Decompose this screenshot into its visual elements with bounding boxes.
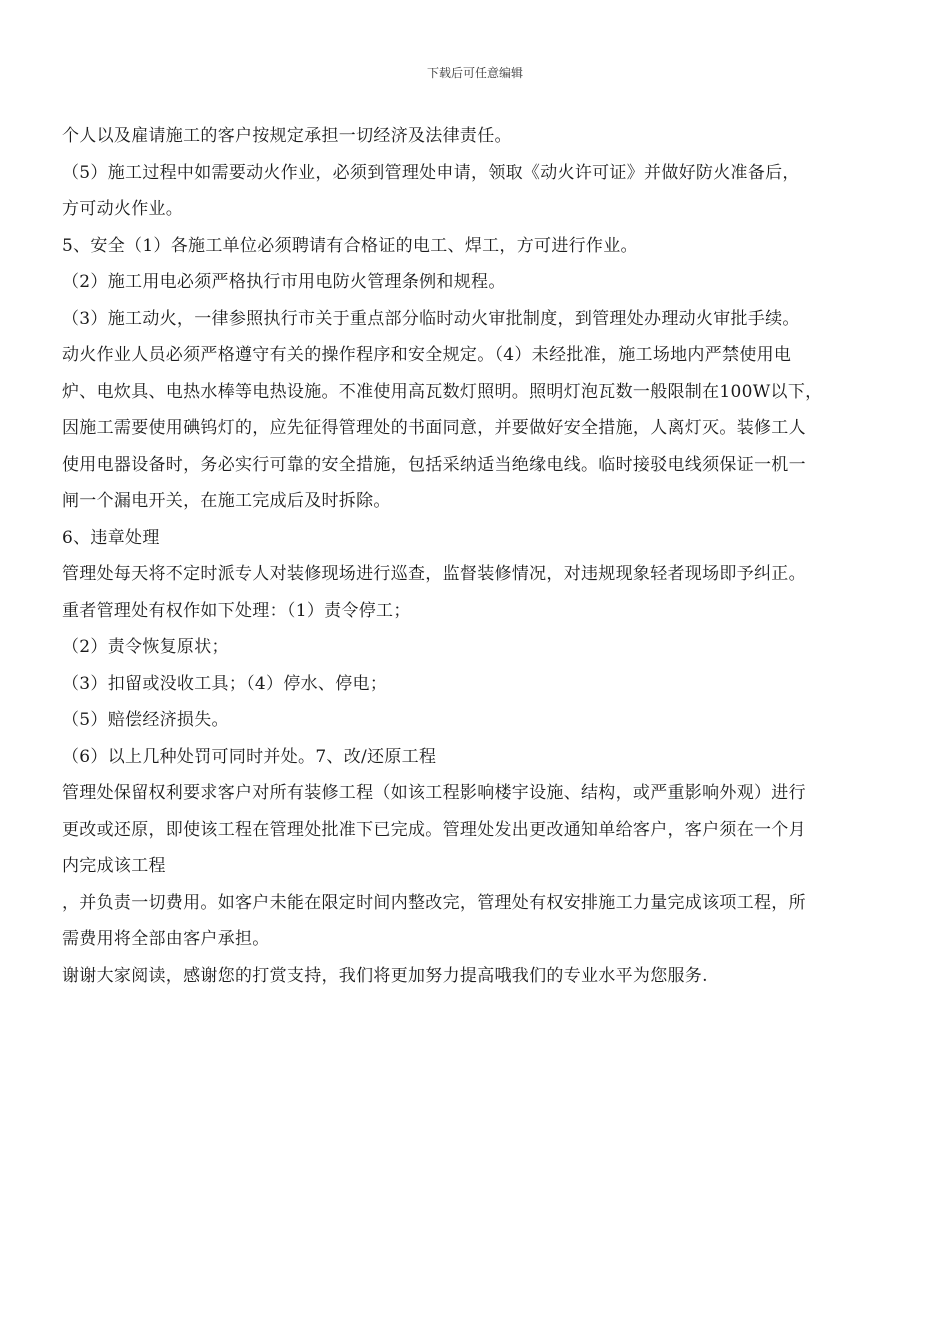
text-line: ，并负责一切费用。如客户未能在限定时间内整改完，管理处有权安排施工力量完成该项工程，所 (62, 892, 806, 913)
text-line: 个人以及雇请施工的客户按规定承担一切经济及法律责任。 (62, 126, 512, 146)
text-line: 方可动火作业。 (62, 199, 184, 219)
text-line: 因施工需要使用碘钨灯的，应先征得管理处的书面同意，并要做好安全措施，人离灯灭。装修工人 (62, 418, 806, 438)
closing-note: 谢谢大家阅读，感谢您的打赏支持，我们将更加努力提高哦我们的专业水平为您服务. (62, 965, 708, 986)
text-line: （6）以上几种处罚可同时并处。7、改/还原工程 (62, 746, 437, 767)
section-heading: 6、违章处理 (62, 527, 160, 548)
text-line: 5、安全（1）各施工单位必须聘请有合格证的电工、焊工，方可进行作业。 (62, 235, 638, 256)
text-line: 动火作业人员必须严格遵守有关的操作程序和安全规定。（4）未经批准，施工场地内严禁使用电 (62, 345, 792, 365)
document-body (62, 118, 888, 994)
text-line: 重者管理处有权作如下处理：（1）责令停工； (62, 600, 411, 621)
text-line: 管理处保留权利要求客户对所有装修工程（如该工程影响楼宇设施、结构，或严重影响外观）进行 (62, 783, 806, 803)
text-line: 闸一个漏电开关，在施工完成后及时拆除。 (62, 491, 391, 511)
text-line: （3）施工动火，一律参照执行市关于重点部分临时动火审批制度，到管理处办理动火审批手续。 (62, 308, 800, 329)
page-header: 下载后可任意编辑 (426, 66, 523, 80)
text-line: （2）施工用电必须严格执行市用电防火管理条例和规程。 (62, 272, 506, 292)
text-line: 炉、电炊具、电热水棒等电热设施。不准使用高瓦数灯照明。照明灯泡瓦数一般限制在100W以下， (62, 381, 823, 402)
text-line: （2）责令恢复原状； (62, 637, 229, 657)
text-line: 使用电器设备时，务必实行可靠的安全措施，包括采纳适当绝缘电线。临时接驳电线须保证一机一 (62, 454, 806, 475)
text-line: 内完成该工程 (62, 856, 166, 876)
text-line: 需费用将全部由客户承担。 (62, 929, 270, 949)
text-line: 管理处每天将不定时派专人对装修现场进行巡查，监督装修情况，对违规现象轻者现场即予纠正。 (62, 564, 806, 584)
text-line: （5）赔偿经济损失。 (62, 710, 229, 730)
text-line: （3）扣留或没收工具；（4）停水、停电； (62, 673, 388, 694)
text-line: 更改或还原，即使该工程在管理处批准下已完成。管理处发出更改通知单给客户，客户须在一个月 (62, 819, 806, 840)
text-line: （5）施工过程中如需要动火作业，必须到管理处申请，领取《动火许可证》并做好防火准备后， (62, 162, 800, 183)
